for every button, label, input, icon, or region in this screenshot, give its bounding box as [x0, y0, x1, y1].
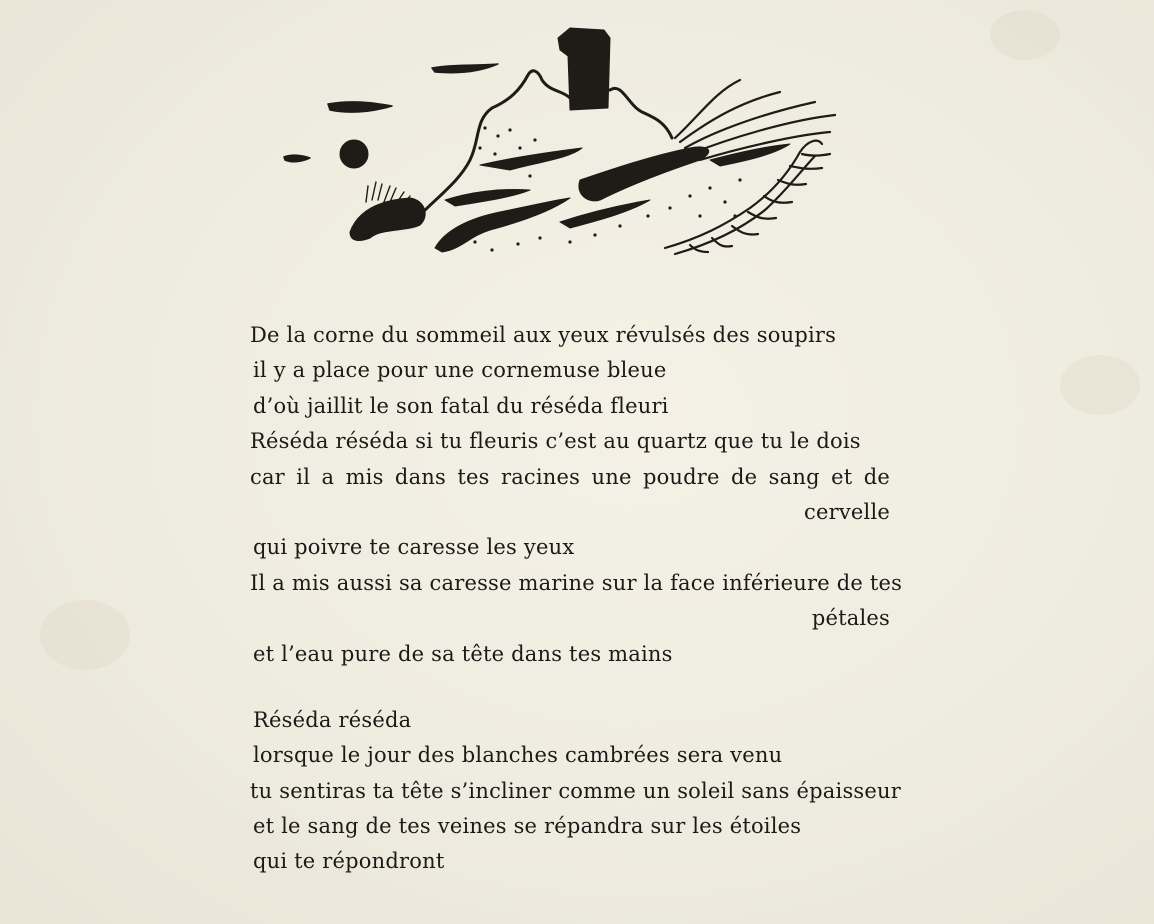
ground-mass: [445, 189, 530, 206]
poem-line: De la corne du sommeil aux yeux révulsés des soupirs: [250, 323, 837, 347]
tower-shape: [558, 28, 610, 110]
poem-line: qui te répondront: [253, 849, 445, 874]
poem-line: d’où jaillit le son fatal du réséda fleuri: [253, 393, 669, 418]
poem-line: qui poivre te caresse les yeux: [253, 535, 575, 560]
hill-outline: [420, 71, 672, 215]
landscape-vignette: [270, 20, 870, 270]
poem-line: tu sentiras ta tête s’incliner comme un soleil sans épaisseur: [250, 778, 901, 803]
poem-text: [250, 318, 903, 880]
cloud-stroke: [284, 155, 310, 162]
poem-line: et l’eau pure de sa tête dans tes mains: [253, 641, 673, 666]
ground-mass: [560, 200, 650, 228]
poem-line: Réséda réséda: [253, 707, 412, 732]
poem-line: et le sang de tes veines se répandra sur les étoiles: [253, 814, 802, 839]
poem-line: cervelle: [804, 499, 890, 524]
poem-line: lorsque le jour des blanches cambrées sera venu: [253, 743, 783, 768]
stanza-gap: [250, 672, 890, 703]
paper-stain: [40, 600, 130, 670]
ground-mass: [579, 147, 709, 201]
poem-line: Il a mis aussi sa caresse marine sur la face inférieure de tes: [250, 570, 903, 595]
cloud-stroke: [328, 102, 392, 112]
cloud-stroke: [432, 64, 498, 73]
ground-mass: [480, 148, 582, 170]
paper-stain: [990, 10, 1060, 60]
sun-circle: [340, 140, 368, 168]
poem-line: car il a mis dans tes racines une poudre de sang et de: [250, 464, 890, 489]
paper-stain: [1060, 355, 1140, 415]
poem-line: Réséda réséda si tu fleuris c’est au quartz que tu le dois: [250, 429, 861, 454]
ground-mass: [350, 198, 425, 240]
poem-line: pétales: [811, 606, 890, 631]
poem-line: il y a place pour une cornemuse bleue: [253, 358, 667, 383]
